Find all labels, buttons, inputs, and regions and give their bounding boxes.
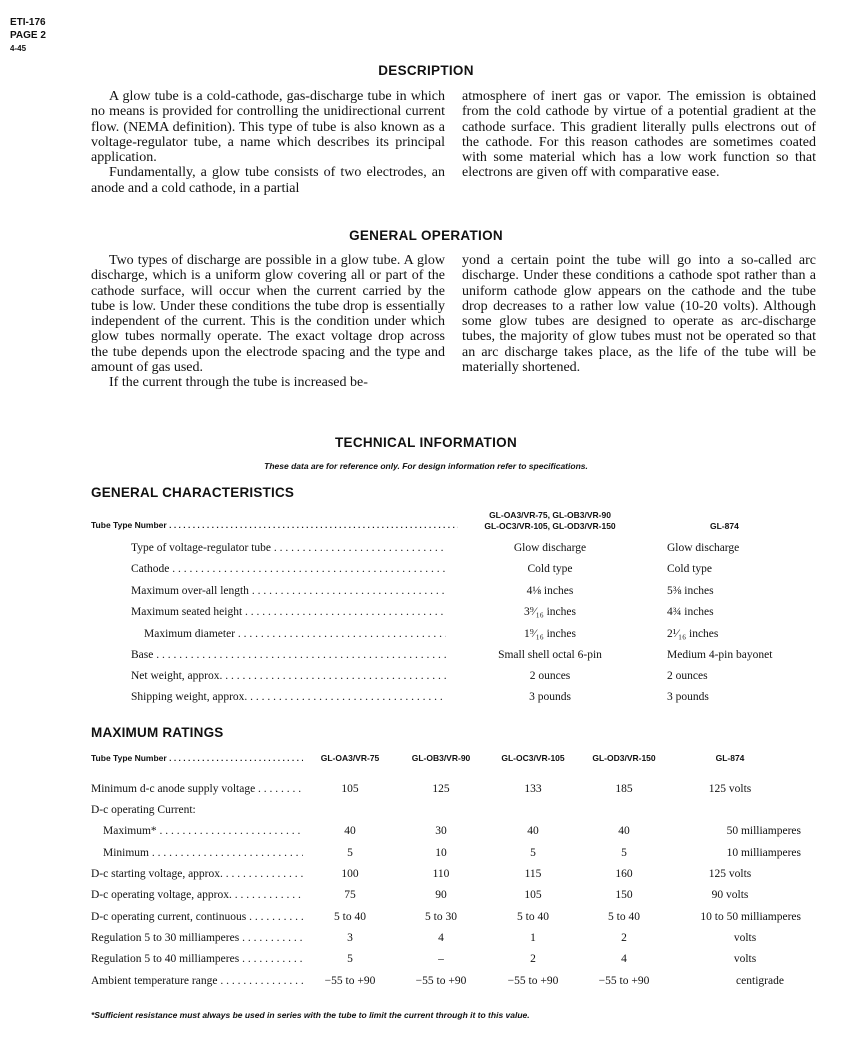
operation-paragraph: yond a certain point the tube will go into a so-called arc discharge. Under these conditions a cathode spot rather than a uniform cathode glow appears on the cathode and the tube drop decreases to a rather low value (10-20 volts). Although some glow tubes are designed to operate as arc-discharge tubes, the majority of glow tubes must not be operated so that an arc discharge takes place, as the life of the tube will be materially shortened.	[462, 253, 816, 376]
mr-row-value: 133	[524, 783, 542, 795]
mr-row-value: 5 to 40	[334, 911, 366, 923]
mr-row-value: 90	[435, 889, 447, 901]
description-paragraph: atmosphere of inert gas or vapor. The emission is obtained from the cold cathode by virtue of a potential gradient at the cathode surface. This gradient literally pulls electrons out of the cathode. For this reason cathodes are sometimes coated with some material which has a low work function so that electrons are given off with comparative ease.	[462, 89, 816, 181]
description-left-column	[91, 89, 445, 196]
mr-row-value: 100	[341, 868, 359, 880]
mr-row-label: D-c operating voltage, approx. . . .	[91, 889, 303, 901]
mr-row-label: Minimum . . .	[103, 847, 303, 859]
mr-row-value: 5	[530, 847, 536, 859]
mr-row-value: volts	[733, 953, 757, 965]
gc-row-value: 5⅜ inches	[667, 585, 714, 597]
gc-row-value: 3 pounds	[529, 691, 571, 703]
gc-tube-type-label: Tube Type Number . . .	[91, 520, 458, 530]
maximum-ratings-heading: MAXIMUM RATINGS	[91, 725, 224, 740]
mr-column-header: GL-874	[715, 753, 745, 763]
mr-row-label: Regulation 5 to 30 milliamperes . . .	[91, 932, 303, 944]
mr-row-value: 5	[347, 847, 353, 859]
gc-row-label: Type of voltage-regulator tube . . .	[131, 542, 446, 554]
gc-row-value: Glow discharge	[667, 542, 740, 554]
mr-row-value: −55 to +90	[507, 975, 559, 987]
gc-row-value: Cold type	[667, 563, 713, 575]
description-right-column	[462, 89, 816, 181]
mr-row-value: 110	[432, 868, 450, 880]
mr-row-value: 105	[524, 889, 542, 901]
mr-row-label: Ambient temperature range . . .	[91, 975, 303, 987]
gc-row-value: 3⁹⁄₁₆ inches	[524, 606, 576, 618]
mr-row-value: 5	[347, 953, 353, 965]
mr-row-value: 2	[621, 932, 627, 944]
mr-row-value: 150	[615, 889, 633, 901]
mr-column-header: GL-OC3/VR-105	[501, 753, 565, 763]
gc-row-value: Small shell octal 6-pin	[498, 649, 602, 661]
mr-row-value: 2	[530, 953, 536, 965]
mr-row-value: 75	[344, 889, 356, 901]
operation-left-column	[91, 253, 445, 391]
mr-row-value: 30	[435, 825, 447, 837]
gc-row-label: Cathode . . .	[131, 563, 446, 575]
gc-row-value: 4¾ inches	[667, 606, 714, 618]
mr-row-value: 125 volts	[708, 783, 752, 795]
description-paragraph: Fundamentally, a glow tube consists of two electrodes, an anode and a cold cathode, in a partial	[91, 165, 445, 196]
reference-note: These data are for reference only. For design information refer to specifications.	[264, 461, 588, 471]
operation-paragraph: If the current through the tube is increased be-	[109, 375, 368, 391]
gc-row-label: Maximum diameter . . .	[144, 628, 446, 640]
general-operation-heading: GENERAL OPERATION	[349, 228, 503, 243]
mr-row-value: −55 to +90	[598, 975, 650, 987]
document-date: 4-45	[10, 44, 27, 53]
gc-row-value: 2¹⁄₁₆ inches	[667, 628, 719, 640]
gc-column-header-2: GL-874	[710, 521, 739, 531]
page-identifier	[10, 16, 46, 55]
mr-row-value: 4	[438, 932, 444, 944]
gc-row-label: Maximum seated height . . .	[131, 606, 446, 618]
mr-row-value: 5 to 40	[608, 911, 640, 923]
description-paragraph: A glow tube is a cold-cathode, gas-discharge tube in which no means is provided for controlling the unidirectional current flow. (NEMA definition). This type of tube is also known as a voltage-regulator tube, a name which describes its principal application.	[91, 89, 445, 166]
mr-row-value: 185	[615, 783, 633, 795]
mr-row-label: Regulation 5 to 40 milliamperes . . .	[91, 953, 303, 965]
operation-paragraph: Two types of discharge are possible in a glow tube. A glow discharge, which is a uniform glow covering all or part of the cathode surface, will occur when the current carried by the tube is low. Under these conditions the tube drop is essentially independent of the current. This is the condition under which glow tubes normally operate. The exact voltage drop across the tube depends upon the electrode spacing and the type and amount of gas used.	[91, 253, 445, 376]
mr-tube-type-label: Tube Type Number . . .	[91, 753, 303, 763]
mr-row-label: Maximum* . . .	[103, 825, 303, 837]
mr-row-label: Minimum d-c anode supply voltage . . .	[91, 783, 303, 795]
gc-row-label: Maximum over-all length . . .	[131, 585, 446, 597]
gc-row-value: 2 ounces	[529, 670, 571, 682]
mr-row-value: –	[438, 953, 444, 965]
mr-row-value: 10 milliamperes	[726, 847, 801, 859]
page-number: PAGE 2	[10, 30, 46, 41]
gc-row-value: 2 ounces	[667, 670, 708, 682]
mr-column-header: GL-OB3/VR-90	[411, 753, 471, 763]
gc-row-value: Medium 4-pin bayonet	[667, 649, 773, 661]
gc-row-value: Glow discharge	[513, 542, 587, 554]
mr-row-value: 90 volts	[711, 889, 749, 901]
mr-row-value: 40	[344, 825, 356, 837]
footnote: *Sufficient resistance must always be used in series with the tube to limit the current through it to this value.	[91, 1010, 530, 1020]
operation-right-column	[462, 253, 816, 375]
gc-row-label: Base . . .	[131, 649, 446, 661]
mr-row-value: 40	[527, 825, 539, 837]
mr-row-value: 3	[347, 932, 353, 944]
gc-row-value: 4⅛ inches	[526, 585, 574, 597]
gc-column-header-1	[455, 510, 645, 532]
gc-row-value: Cold type	[527, 563, 573, 575]
mr-row-value: 115	[524, 868, 542, 880]
technical-information-heading: TECHNICAL INFORMATION	[334, 435, 518, 450]
mr-column-header: GL-OD3/VR-150	[592, 753, 656, 763]
mr-row-value: 105	[341, 783, 359, 795]
gc-row-label: Shipping weight, approx. . . .	[131, 691, 446, 703]
mr-row-value: 4	[621, 953, 627, 965]
gc-row-value: 1⁹⁄₁₆ inches	[524, 628, 576, 640]
mr-row-value: 40	[618, 825, 630, 837]
mr-row-label: D-c operating current, continuous . . .	[91, 911, 303, 923]
gc-column-header-1-line2: GL-OC3/VR-105, GL-OD3/VR-150	[484, 521, 616, 531]
gc-row-value: 3 pounds	[667, 691, 709, 703]
mr-row-value: 160	[615, 868, 633, 880]
mr-row-value: 10	[435, 847, 447, 859]
mr-row-value: 10 to 50 milliamperes	[700, 911, 801, 923]
mr-row-value: 1	[530, 932, 536, 944]
mr-column-header: GL-OA3/VR-75	[320, 753, 380, 763]
mr-row-value: 5	[621, 847, 627, 859]
gc-column-header-1-line1: GL-OA3/VR-75, GL-OB3/VR-90	[489, 510, 611, 520]
general-characteristics-heading: GENERAL CHARACTERISTICS	[91, 485, 295, 500]
mr-row-value: 125 volts	[708, 868, 752, 880]
mr-row-value: 50 milliamperes	[726, 825, 801, 837]
mr-row-value: −55 to +90	[324, 975, 376, 987]
mr-row-value: 5 to 30	[425, 911, 457, 923]
mr-row-label: D-c starting voltage, approx. . . .	[91, 868, 303, 880]
mr-row-value: −55 to +90	[415, 975, 467, 987]
mr-row-value: centigrade	[736, 975, 784, 987]
description-heading: DESCRIPTION	[378, 63, 474, 78]
gc-row-label: Net weight, approx. . . .	[131, 670, 446, 682]
mr-row-value: volts	[733, 932, 757, 944]
mr-row-value: 5 to 40	[517, 911, 549, 923]
mr-row-value: 125	[432, 783, 450, 795]
document-number: ETI-176	[10, 17, 46, 28]
mr-row-label: D-c operating Current:	[91, 804, 196, 816]
